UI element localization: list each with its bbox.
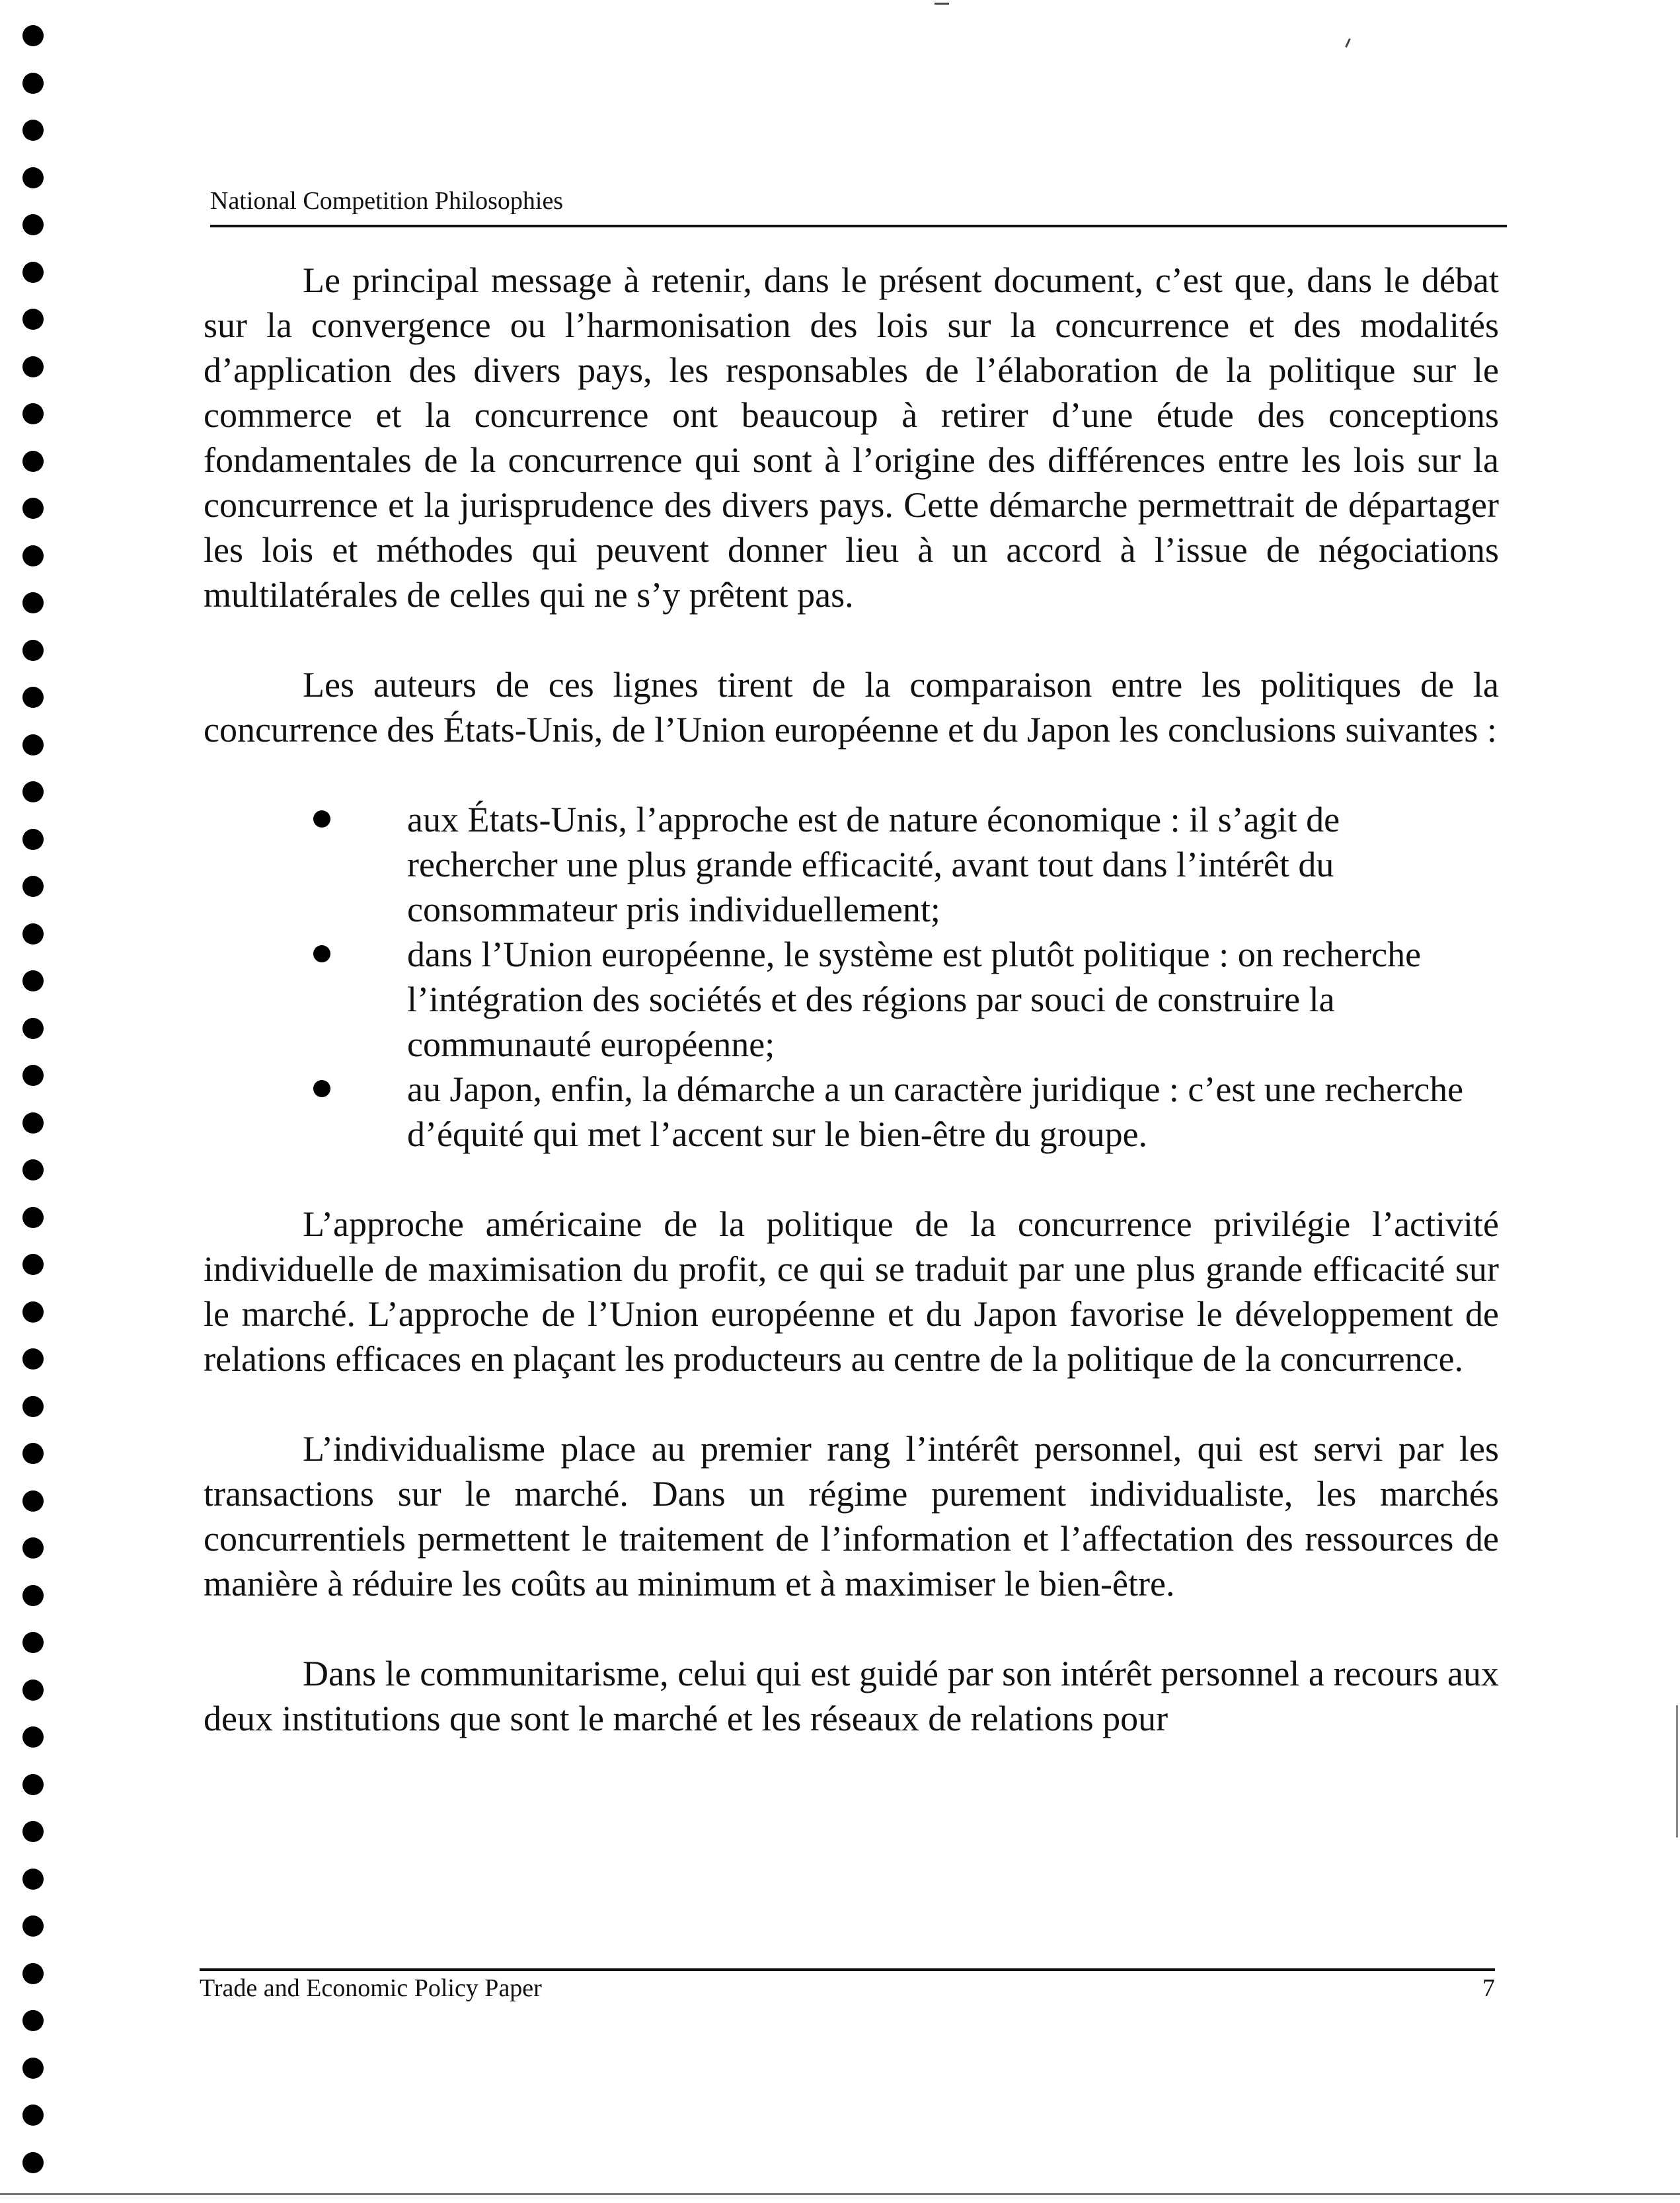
binding-hole [22, 1159, 44, 1180]
binding-hole [22, 1396, 44, 1417]
paragraph: Le principal message à retenir, dans le présent document, c’est que, dans le débat sur la convergence ou l’harmonisation des lois sur la concurrence et des modalités d’application des divers pays, les responsables de l’élaboration de la politique sur le commerce et la concurrence ont beaucoup à retirer d’une étude des conceptions fondamentales de la concurrence qui sont à l’origine des différences entre les lois sur la concurrence et la jurisprudence des divers pays. Cette démarche permettrait de départager les lois et méthodes qui peuvent donner lieu à un accord à l’issue de négociations multilatérales de celles qui ne s’y prêtent pas. [204, 260, 1499, 615]
binding-hole [22, 923, 44, 945]
binding-holes [20, 25, 46, 2173]
paragraph: L’approche américaine de la politique de la concurrence privilégie l’activité individuelle de maximisation du profit, ce qui se traduit par une plus grande efficacité sur le marché. L’approche de l’Union européenne et du Japon favorise le développement de relations efficaces en plaçant les producteurs au centre de la politique de la concurrence. [204, 1204, 1499, 1379]
bullet-icon [313, 945, 330, 962]
binding-hole [22, 2105, 44, 2126]
binding-hole [22, 1632, 44, 1653]
list-item-text: aux États-Unis, l’approche est de nature économique : il s’agit de rechercher une plus grande efficacité, avant tout dans l’intérêt du consommateur pris individuellement; [407, 800, 1340, 929]
binding-hole [22, 2010, 44, 2031]
binding-hole [22, 1915, 44, 1937]
paragraph: Les auteurs de ces lignes tirent de la comparaison entre les politiques de la concurrence des États-Unis, de l’Union européenne et du Japon les conclusions suivantes : [204, 665, 1499, 750]
binding-hole [22, 687, 44, 708]
running-header: National Competition Philosophies [210, 186, 1507, 227]
binding-hole [22, 262, 44, 283]
binding-hole [22, 309, 44, 330]
binding-hole [22, 734, 44, 755]
binding-hole [22, 1018, 44, 1039]
scan-speck [935, 3, 949, 5]
binding-hole [22, 214, 44, 235]
binding-hole [22, 1254, 44, 1275]
binding-hole [22, 1963, 44, 1984]
list-item [204, 797, 1499, 932]
binding-hole [22, 876, 44, 897]
binding-hole [22, 1821, 44, 1842]
conclusions-list [204, 797, 1499, 1157]
binding-hole [22, 403, 44, 424]
binding-hole [22, 73, 44, 94]
binding-hole [22, 120, 44, 141]
binding-hole [22, 970, 44, 991]
binding-hole [22, 2058, 44, 2079]
binding-hole [22, 545, 44, 566]
binding-hole [22, 640, 44, 661]
binding-hole [22, 1585, 44, 1606]
bullet-icon [313, 1080, 330, 1097]
scan-speck [0, 2193, 1680, 2195]
bullet-icon [313, 810, 330, 828]
binding-hole [22, 1680, 44, 1701]
footer-series-title: Trade and Economic Policy Paper [200, 1974, 542, 2002]
paragraph: Dans le communitarisme, celui qui est guidé par son intérêt personnel a recours aux deux institutions que sont le marché et les réseaux de relations pour [204, 1654, 1499, 1738]
binding-hole [22, 451, 44, 472]
binding-hole [22, 1537, 44, 1559]
body-text [204, 258, 1499, 1741]
binding-hole [22, 1490, 44, 1512]
binding-hole [22, 829, 44, 850]
scan-speck [1345, 38, 1351, 48]
list-item [204, 1067, 1499, 1157]
binding-hole [22, 1774, 44, 1795]
scan-speck [1676, 1705, 1678, 1837]
binding-hole [22, 498, 44, 519]
binding-hole [22, 1869, 44, 1890]
list-item-text: dans l’Union européenne, le système est plutôt politique : on recherche l’intégration des sociétés et des régions par souci de construire la communauté européenne; [407, 935, 1422, 1064]
binding-hole [22, 1443, 44, 1464]
binding-hole [22, 1726, 44, 1748]
binding-hole [22, 1301, 44, 1323]
binding-hole [22, 1065, 44, 1086]
page-number: 7 [1482, 1974, 1495, 2002]
binding-hole [22, 1348, 44, 1370]
binding-hole [22, 1112, 44, 1134]
list-item [204, 932, 1499, 1067]
list-item-text: au Japon, enfin, la démarche a un caractère juridique : c’est une recherche d’équité qui met l’accent sur le bien-être du groupe. [407, 1069, 1464, 1154]
running-footer [200, 1968, 1495, 2003]
binding-hole [22, 1207, 44, 1228]
binding-hole [22, 781, 44, 802]
paragraph: L’individualisme place au premier rang l’intérêt personnel, qui est servi par les transactions sur le marché. Dans un régime purement individualiste, les marchés concurrentiels permettent le traitement de l’information et l’affectation des ressources de manière à réduire les coûts au minimum et à maximiser le bien-être. [204, 1429, 1499, 1604]
binding-hole [22, 167, 44, 188]
binding-hole [22, 2152, 44, 2173]
binding-hole [22, 356, 44, 377]
binding-hole [22, 592, 44, 613]
binding-hole [22, 25, 44, 46]
